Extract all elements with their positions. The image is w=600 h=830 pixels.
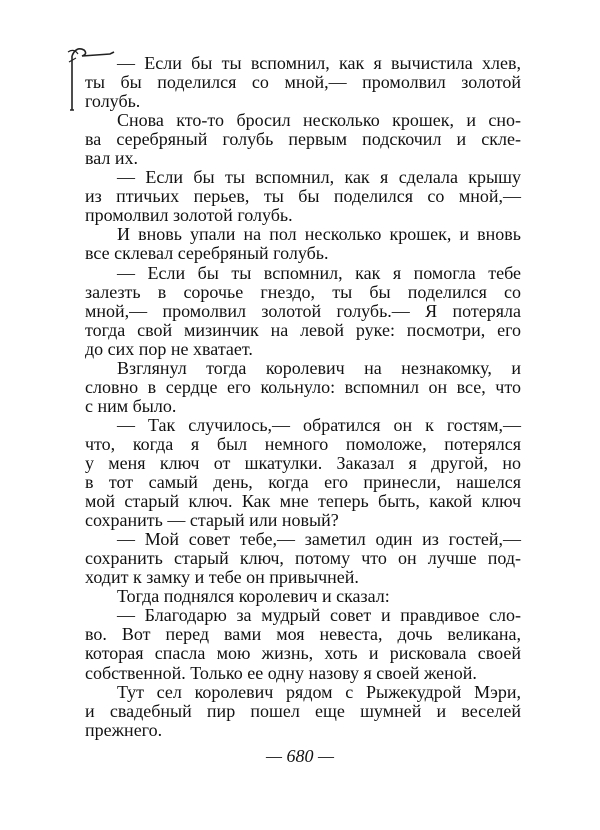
text-line: вал их.: [85, 148, 139, 169]
text-line: словно в сердце его кольнуло: вспомнил он все, что: [85, 376, 521, 397]
text-line: прежнего.: [85, 719, 163, 740]
text-line: мной,— промолвил золотой голубь.— Я потеряла: [85, 300, 521, 321]
body-text: [85, 54, 521, 740]
page-number: — 680 —: [265, 746, 334, 766]
text-line: залезть в сорочье гнездо, ты бы поделился со: [85, 281, 521, 302]
text-line: ходит к замку и тебе он привычней.: [85, 567, 359, 588]
text-line: — Если бы ты вспомнил, как я вычистила хлев,: [117, 53, 521, 73]
text-line: — Мой совет тебе,— заметил один из гостей,—: [117, 529, 521, 550]
text-line: в тот самый день, когда его принесли, нашелся: [85, 472, 521, 493]
text-line: сохранить старый ключ, потому что он лучше под-: [85, 548, 521, 569]
text-line: которая спасла мою жизнь, хоть и рисковала своей: [85, 643, 521, 664]
text-line: Снова кто-то бросил несколько крошек, и сно-: [117, 110, 521, 131]
text-line: Взглянул тогда королевич на незнакомку, и: [117, 357, 521, 378]
text-line: во. Вот перед вами моя невеста, дочь великана,: [85, 624, 521, 645]
text-line: Тут сел королевич рядом с Рыжекудрой Мэри,: [117, 681, 521, 702]
text-line: у меня ключ от шкатулки. Заказал я другой, но: [85, 452, 521, 473]
text-line: тогда свой мизинчик на левой руке: посмотри, его: [85, 319, 521, 340]
text-line: собственной. Только ее одну назову я своей женой.: [85, 662, 477, 683]
text-line: промолвил золотой голубь.: [85, 205, 293, 226]
text-line: — Так случилось,— обратился он к гостям,—: [117, 414, 521, 435]
text-line: до сих пор не хватает.: [85, 338, 253, 359]
text-line: сохранить — старый или новый?: [85, 510, 339, 531]
text-line: — Если бы ты вспомнил, как я помогла тебе: [117, 262, 521, 283]
text-line: из птичьих перьев, ты бы поделился со мной,—: [85, 186, 521, 207]
text-line: — Благодарю за мудрый совет и правдивое сло-: [117, 605, 521, 626]
text-line: с ним было.: [85, 395, 177, 416]
text-line: ва серебряный голубь первым подскочил и скле-: [85, 129, 521, 150]
text-line: и свадебный пир пошел еще шумней и веселей: [85, 700, 521, 721]
text-line: — Если бы ты вспомнил, как я сделала крышу: [117, 167, 521, 188]
text-line: И вновь упали на пол несколько крошек, и вновь: [117, 224, 521, 245]
text-line: голубь.: [85, 91, 141, 112]
text-line: мой старый ключ. Как мне теперь быть, какой ключ: [85, 491, 521, 512]
text-line: ты бы поделился со мной,— промолвил золотой: [85, 72, 521, 93]
text-line: что, когда я был немного помоложе, потерялся: [85, 433, 521, 454]
text-line: все склевал серебряный голубь.: [85, 243, 329, 264]
text-line: Тогда поднялся королевич и сказал:: [117, 586, 390, 607]
